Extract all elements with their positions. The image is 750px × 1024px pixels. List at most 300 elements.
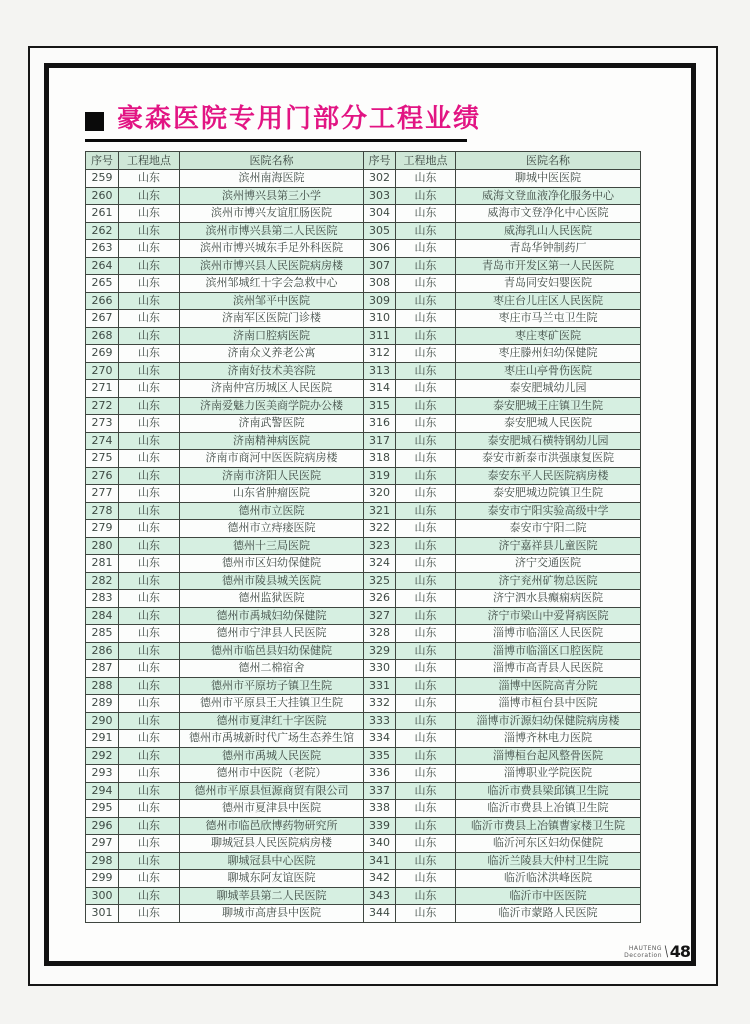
table-row — [86, 730, 641, 748]
location-cell: 山东 — [119, 520, 180, 538]
table-row — [86, 905, 641, 923]
serial-cell: 295 — [86, 800, 119, 818]
hospital-name-cell: 青岛华钟制药厂 — [456, 240, 641, 258]
table-row — [86, 677, 641, 695]
location-cell: 山东 — [396, 537, 456, 555]
serial-cell: 261 — [86, 205, 119, 223]
location-cell: 山东 — [396, 677, 456, 695]
hospital-name-cell: 威海市文登净化中心医院 — [456, 205, 641, 223]
serial-cell: 268 — [86, 327, 119, 345]
table-row — [86, 362, 641, 380]
serial-cell: 322 — [364, 520, 396, 538]
hospital-name-cell: 泰安市宁阳二院 — [456, 520, 641, 538]
table-row — [86, 380, 641, 398]
hospital-name-cell: 德州市陵县城关医院 — [180, 572, 364, 590]
hospital-name-cell: 济南军区医院门诊楼 — [180, 310, 364, 328]
title-block — [85, 104, 481, 134]
serial-cell: 335 — [364, 747, 396, 765]
table-row — [86, 170, 641, 188]
hospital-name-cell: 济南精神病医院 — [180, 432, 364, 450]
hospital-name-cell: 枣庄山亭骨伤医院 — [456, 362, 641, 380]
hospital-name-cell: 聊城市高唐县中医院 — [180, 905, 364, 923]
hospital-name-cell: 临沂兰陵县大仲村卫生院 — [456, 852, 641, 870]
serial-cell: 281 — [86, 555, 119, 573]
location-cell: 山东 — [396, 187, 456, 205]
table-row — [86, 257, 641, 275]
hospital-name-cell: 济南爱魅力医美商学院办公楼 — [180, 397, 364, 415]
location-cell: 山东 — [396, 835, 456, 853]
table-row — [86, 852, 641, 870]
serial-cell: 330 — [364, 660, 396, 678]
serial-cell: 316 — [364, 415, 396, 433]
table-row — [86, 835, 641, 853]
hospital-name-cell: 滨州邹平中医院 — [180, 292, 364, 310]
serial-cell: 302 — [364, 170, 396, 188]
serial-cell: 315 — [364, 397, 396, 415]
hospital-name-cell: 淄博中医院高青分院 — [456, 677, 641, 695]
header-row — [86, 152, 641, 170]
serial-cell: 260 — [86, 187, 119, 205]
serial-cell: 323 — [364, 537, 396, 555]
hospital-name-cell: 德州市临邑欣博药物研究所 — [180, 817, 364, 835]
hospital-name-cell: 临沂市费县上冶镇卫生院 — [456, 800, 641, 818]
location-cell: 山东 — [119, 170, 180, 188]
serial-cell: 339 — [364, 817, 396, 835]
serial-cell: 303 — [364, 187, 396, 205]
hospital-name-cell: 德州市区妇幼保健院 — [180, 555, 364, 573]
table-row — [86, 205, 641, 223]
serial-cell: 325 — [364, 572, 396, 590]
hospital-name-cell: 临沂市中医医院 — [456, 887, 641, 905]
table-row — [86, 310, 641, 328]
table-row — [86, 537, 641, 555]
serial-cell: 334 — [364, 730, 396, 748]
table-row — [86, 712, 641, 730]
table-row — [86, 800, 641, 818]
serial-cell: 308 — [364, 275, 396, 293]
serial-cell: 318 — [364, 450, 396, 468]
location-cell: 山东 — [396, 485, 456, 503]
location-cell: 山东 — [396, 695, 456, 713]
location-cell: 山东 — [396, 240, 456, 258]
hospital-name-cell: 德州市临邑县妇幼保健院 — [180, 642, 364, 660]
table-row — [86, 467, 641, 485]
serial-cell: 314 — [364, 380, 396, 398]
table-row — [86, 187, 641, 205]
serial-cell: 313 — [364, 362, 396, 380]
serial-cell: 280 — [86, 537, 119, 555]
table-row — [86, 590, 641, 608]
location-cell: 山东 — [119, 275, 180, 293]
hospital-name-cell: 德州市夏津红十字医院 — [180, 712, 364, 730]
location-cell: 山东 — [396, 415, 456, 433]
serial-cell: 259 — [86, 170, 119, 188]
table-row — [86, 817, 641, 835]
table-row — [86, 292, 641, 310]
header-hospital-left: 医院名称 — [180, 152, 364, 170]
hospital-name-cell: 聊城莘县第二人民医院 — [180, 887, 364, 905]
serial-cell: 288 — [86, 677, 119, 695]
serial-cell: 273 — [86, 415, 119, 433]
serial-cell: 320 — [364, 485, 396, 503]
hospital-name-cell: 临沂河东区妇幼保健院 — [456, 835, 641, 853]
serial-cell: 298 — [86, 852, 119, 870]
hospital-name-cell: 青岛同安妇婴医院 — [456, 275, 641, 293]
hospital-name-cell: 德州市禹城妇幼保健院 — [180, 607, 364, 625]
serial-cell: 286 — [86, 642, 119, 660]
serial-cell: 266 — [86, 292, 119, 310]
table-row — [86, 887, 641, 905]
serial-cell: 319 — [364, 467, 396, 485]
table-row — [86, 747, 641, 765]
serial-cell: 282 — [86, 572, 119, 590]
hospital-name-cell: 济宁嘉祥县儿童医院 — [456, 537, 641, 555]
hospital-name-cell: 德州市夏津县中医院 — [180, 800, 364, 818]
table-header — [86, 152, 641, 170]
location-cell: 山东 — [119, 485, 180, 503]
location-cell: 山东 — [396, 310, 456, 328]
footer-slash-mark: \ — [664, 943, 669, 960]
serial-cell: 310 — [364, 310, 396, 328]
hospital-name-cell: 泰安东平人民医院病房楼 — [456, 467, 641, 485]
hospital-name-cell: 滨州邹城红十字会急救中心 — [180, 275, 364, 293]
location-cell: 山东 — [119, 695, 180, 713]
location-cell: 山东 — [119, 502, 180, 520]
serial-cell: 306 — [364, 240, 396, 258]
serial-cell: 307 — [364, 257, 396, 275]
location-cell: 山东 — [119, 555, 180, 573]
location-cell: 山东 — [119, 362, 180, 380]
serial-cell: 340 — [364, 835, 396, 853]
serial-cell: 297 — [86, 835, 119, 853]
location-cell: 山东 — [119, 450, 180, 468]
location-cell: 山东 — [396, 590, 456, 608]
serial-cell: 265 — [86, 275, 119, 293]
hospital-name-cell: 威海文登血液净化服务中心 — [456, 187, 641, 205]
location-cell: 山东 — [396, 467, 456, 485]
table-row — [86, 660, 641, 678]
location-cell: 山东 — [119, 572, 180, 590]
location-cell: 山东 — [396, 222, 456, 240]
location-cell: 山东 — [396, 327, 456, 345]
location-cell: 山东 — [396, 625, 456, 643]
serial-cell: 326 — [364, 590, 396, 608]
serial-cell: 324 — [364, 555, 396, 573]
hospital-name-cell: 德州市禹城新时代广场生态养生馆 — [180, 730, 364, 748]
serial-cell: 343 — [364, 887, 396, 905]
location-cell: 山东 — [119, 870, 180, 888]
location-cell: 山东 — [396, 362, 456, 380]
location-cell: 山东 — [396, 887, 456, 905]
serial-cell: 328 — [364, 625, 396, 643]
location-cell: 山东 — [396, 712, 456, 730]
location-cell: 山东 — [119, 205, 180, 223]
location-cell: 山东 — [119, 905, 180, 923]
hospital-name-cell: 济南好技术美容院 — [180, 362, 364, 380]
header-serial-left: 序号 — [86, 152, 119, 170]
footer-block — [624, 942, 690, 961]
serial-cell: 327 — [364, 607, 396, 625]
serial-cell: 344 — [364, 905, 396, 923]
hospital-name-cell: 滨州市博兴城东手足外科医院 — [180, 240, 364, 258]
location-cell: 山东 — [119, 660, 180, 678]
hospital-name-cell: 德州市宁津县人民医院 — [180, 625, 364, 643]
table-row — [86, 345, 641, 363]
hospital-name-cell: 济宁交通医院 — [456, 555, 641, 573]
table-row — [86, 222, 641, 240]
table-row — [86, 625, 641, 643]
hospital-name-cell: 德州二棉宿舍 — [180, 660, 364, 678]
location-cell: 山东 — [396, 765, 456, 783]
location-cell: 山东 — [396, 292, 456, 310]
serial-cell: 338 — [364, 800, 396, 818]
table-row — [86, 572, 641, 590]
hospital-name-cell: 德州监狱医院 — [180, 590, 364, 608]
hospital-name-cell: 济宁泗水县癫痫病医院 — [456, 590, 641, 608]
serial-cell: 305 — [364, 222, 396, 240]
hospital-name-cell: 山东省肿瘤医院 — [180, 485, 364, 503]
achievements-table — [85, 151, 641, 923]
table-row — [86, 275, 641, 293]
location-cell: 山东 — [396, 397, 456, 415]
hospital-name-cell: 淄博齐林电力医院 — [456, 730, 641, 748]
location-cell: 山东 — [396, 817, 456, 835]
header-location-right: 工程地点 — [396, 152, 456, 170]
hospital-name-cell: 枣庄市马兰屯卫生院 — [456, 310, 641, 328]
location-cell: 山东 — [396, 450, 456, 468]
hospital-name-cell: 德州十三局医院 — [180, 537, 364, 555]
serial-cell: 309 — [364, 292, 396, 310]
location-cell: 山东 — [396, 380, 456, 398]
page-title: 豪森医院专用门部分工程业绩 — [117, 104, 482, 134]
hospital-name-cell: 枣庄台儿庄区人民医院 — [456, 292, 641, 310]
hospital-name-cell: 德州市立医院 — [180, 502, 364, 520]
location-cell: 山东 — [119, 852, 180, 870]
hospital-name-cell: 滨州博兴县第三小学 — [180, 187, 364, 205]
location-cell: 山东 — [119, 292, 180, 310]
table-row — [86, 782, 641, 800]
serial-cell: 337 — [364, 782, 396, 800]
header-location-left: 工程地点 — [119, 152, 180, 170]
location-cell: 山东 — [119, 747, 180, 765]
table-row — [86, 555, 641, 573]
serial-cell: 296 — [86, 817, 119, 835]
table-row — [86, 520, 641, 538]
hospital-name-cell: 临沂市费县上冶镇曹家楼卫生院 — [456, 817, 641, 835]
serial-cell: 304 — [364, 205, 396, 223]
serial-cell: 272 — [86, 397, 119, 415]
serial-cell: 301 — [86, 905, 119, 923]
serial-cell: 274 — [86, 432, 119, 450]
table-row — [86, 765, 641, 783]
location-cell: 山东 — [119, 712, 180, 730]
serial-cell: 336 — [364, 765, 396, 783]
hospital-name-cell: 滨州市博兴友谊肛肠医院 — [180, 205, 364, 223]
serial-cell: 342 — [364, 870, 396, 888]
location-cell: 山东 — [119, 432, 180, 450]
serial-cell: 275 — [86, 450, 119, 468]
hospital-name-cell: 滨州南海医院 — [180, 170, 364, 188]
hospital-name-cell: 临沂市费县梁邱镇卫生院 — [456, 782, 641, 800]
serial-cell: 267 — [86, 310, 119, 328]
serial-cell: 311 — [364, 327, 396, 345]
hospital-name-cell: 济南市济阳人民医院 — [180, 467, 364, 485]
hospital-name-cell: 泰安肥城石横特钢幼儿园 — [456, 432, 641, 450]
hospital-name-cell: 济南众义养老公寓 — [180, 345, 364, 363]
location-cell: 山东 — [119, 765, 180, 783]
location-cell: 山东 — [396, 642, 456, 660]
location-cell: 山东 — [119, 782, 180, 800]
hospital-name-cell: 济南口腔病医院 — [180, 327, 364, 345]
serial-cell: 312 — [364, 345, 396, 363]
location-cell: 山东 — [396, 205, 456, 223]
location-cell: 山东 — [396, 257, 456, 275]
location-cell: 山东 — [396, 852, 456, 870]
location-cell: 山东 — [396, 905, 456, 923]
location-cell: 山东 — [119, 887, 180, 905]
hospital-name-cell: 泰安肥城边院镇卫生院 — [456, 485, 641, 503]
hospital-name-cell: 滨州市博兴县人民医院病房楼 — [180, 257, 364, 275]
location-cell: 山东 — [396, 572, 456, 590]
hospital-name-cell: 德州市禹城人民医院 — [180, 747, 364, 765]
hospital-name-cell: 泰安肥城王庄镇卫生院 — [456, 397, 641, 415]
title-bullet-square — [85, 112, 104, 131]
location-cell: 山东 — [119, 590, 180, 608]
table-row — [86, 415, 641, 433]
serial-cell: 294 — [86, 782, 119, 800]
location-cell: 山东 — [119, 537, 180, 555]
serial-cell: 332 — [364, 695, 396, 713]
serial-cell: 290 — [86, 712, 119, 730]
hospital-name-cell: 泰安市新泰市洪强康复医院 — [456, 450, 641, 468]
serial-cell: 331 — [364, 677, 396, 695]
serial-cell: 270 — [86, 362, 119, 380]
location-cell: 山东 — [119, 310, 180, 328]
hospital-name-cell: 淄博市沂源妇幼保健院病房楼 — [456, 712, 641, 730]
serial-cell: 262 — [86, 222, 119, 240]
location-cell: 山东 — [396, 275, 456, 293]
hospital-name-cell: 聊城冠县中心医院 — [180, 852, 364, 870]
table-row — [86, 432, 641, 450]
hospital-name-cell: 泰安肥城人民医院 — [456, 415, 641, 433]
location-cell: 山东 — [119, 607, 180, 625]
hospital-name-cell: 德州市立痔瘘医院 — [180, 520, 364, 538]
location-cell: 山东 — [119, 817, 180, 835]
location-cell: 山东 — [119, 380, 180, 398]
header-hospital-right: 医院名称 — [456, 152, 641, 170]
location-cell: 山东 — [119, 625, 180, 643]
location-cell: 山东 — [396, 502, 456, 520]
location-cell: 山东 — [119, 187, 180, 205]
hospital-name-cell: 德州市中医院（老院） — [180, 765, 364, 783]
serial-cell: 329 — [364, 642, 396, 660]
hospital-name-cell: 聊城冠县人民医院病房楼 — [180, 835, 364, 853]
location-cell: 山东 — [119, 222, 180, 240]
location-cell: 山东 — [119, 327, 180, 345]
table-row — [86, 870, 641, 888]
header-serial-right: 序号 — [364, 152, 396, 170]
serial-cell: 287 — [86, 660, 119, 678]
hospital-name-cell: 枣庄枣矿医院 — [456, 327, 641, 345]
location-cell: 山东 — [396, 555, 456, 573]
serial-cell: 293 — [86, 765, 119, 783]
hospital-name-cell: 枣庄滕州妇幼保健院 — [456, 345, 641, 363]
serial-cell: 263 — [86, 240, 119, 258]
hospital-name-cell: 青岛市开发区第一人民医院 — [456, 257, 641, 275]
table-row — [86, 642, 641, 660]
hospital-name-cell: 临沂市蒙路人民医院 — [456, 905, 641, 923]
serial-cell: 264 — [86, 257, 119, 275]
location-cell: 山东 — [396, 660, 456, 678]
serial-cell: 269 — [86, 345, 119, 363]
location-cell: 山东 — [396, 520, 456, 538]
hospital-name-cell: 临沂临沭洪峰医院 — [456, 870, 641, 888]
footer-brand-line2: Decoration — [624, 951, 663, 959]
hospital-name-cell: 德州市平原县王大挂镇卫生院 — [180, 695, 364, 713]
location-cell: 山东 — [119, 800, 180, 818]
serial-cell: 271 — [86, 380, 119, 398]
hospital-name-cell: 淄博市桓台县中医院 — [456, 695, 641, 713]
footer-brand — [624, 945, 662, 959]
location-cell: 山东 — [119, 397, 180, 415]
location-cell: 山东 — [396, 730, 456, 748]
location-cell: 山东 — [396, 747, 456, 765]
hospital-name-cell: 淄博职业学院医院 — [456, 765, 641, 783]
location-cell: 山东 — [119, 467, 180, 485]
location-cell: 山东 — [396, 432, 456, 450]
table-row — [86, 240, 641, 258]
table-row — [86, 397, 641, 415]
table-row — [86, 450, 641, 468]
hospital-name-cell: 聊城中医医院 — [456, 170, 641, 188]
table-row — [86, 327, 641, 345]
page-number: 48 — [669, 942, 690, 961]
serial-cell: 278 — [86, 502, 119, 520]
table-row — [86, 485, 641, 503]
table-row — [86, 502, 641, 520]
hospital-name-cell: 德州市平原县恒源商贸有限公司 — [180, 782, 364, 800]
location-cell: 山东 — [119, 240, 180, 258]
serial-cell: 321 — [364, 502, 396, 520]
location-cell: 山东 — [119, 345, 180, 363]
hospital-name-cell: 淄博市临淄区口腔医院 — [456, 642, 641, 660]
hospital-name-cell: 济宁市梁山中爱肾病医院 — [456, 607, 641, 625]
location-cell: 山东 — [119, 677, 180, 695]
title-underline — [85, 139, 467, 142]
serial-cell: 341 — [364, 852, 396, 870]
serial-cell: 277 — [86, 485, 119, 503]
serial-cell: 289 — [86, 695, 119, 713]
location-cell: 山东 — [119, 257, 180, 275]
hospital-name-cell: 滨州市博兴县第二人民医院 — [180, 222, 364, 240]
location-cell: 山东 — [119, 415, 180, 433]
serial-cell: 284 — [86, 607, 119, 625]
serial-cell: 283 — [86, 590, 119, 608]
serial-cell: 292 — [86, 747, 119, 765]
serial-cell: 299 — [86, 870, 119, 888]
location-cell: 山东 — [396, 782, 456, 800]
table-body — [86, 170, 641, 923]
hospital-name-cell: 淄博市临淄区人民医院 — [456, 625, 641, 643]
hospital-name-cell: 淄博市高青县人民医院 — [456, 660, 641, 678]
location-cell: 山东 — [119, 642, 180, 660]
serial-cell: 276 — [86, 467, 119, 485]
hospital-name-cell: 济南武警医院 — [180, 415, 364, 433]
location-cell: 山东 — [396, 607, 456, 625]
serial-cell: 333 — [364, 712, 396, 730]
location-cell: 山东 — [396, 345, 456, 363]
hospital-name-cell: 聊城东阿友谊医院 — [180, 870, 364, 888]
